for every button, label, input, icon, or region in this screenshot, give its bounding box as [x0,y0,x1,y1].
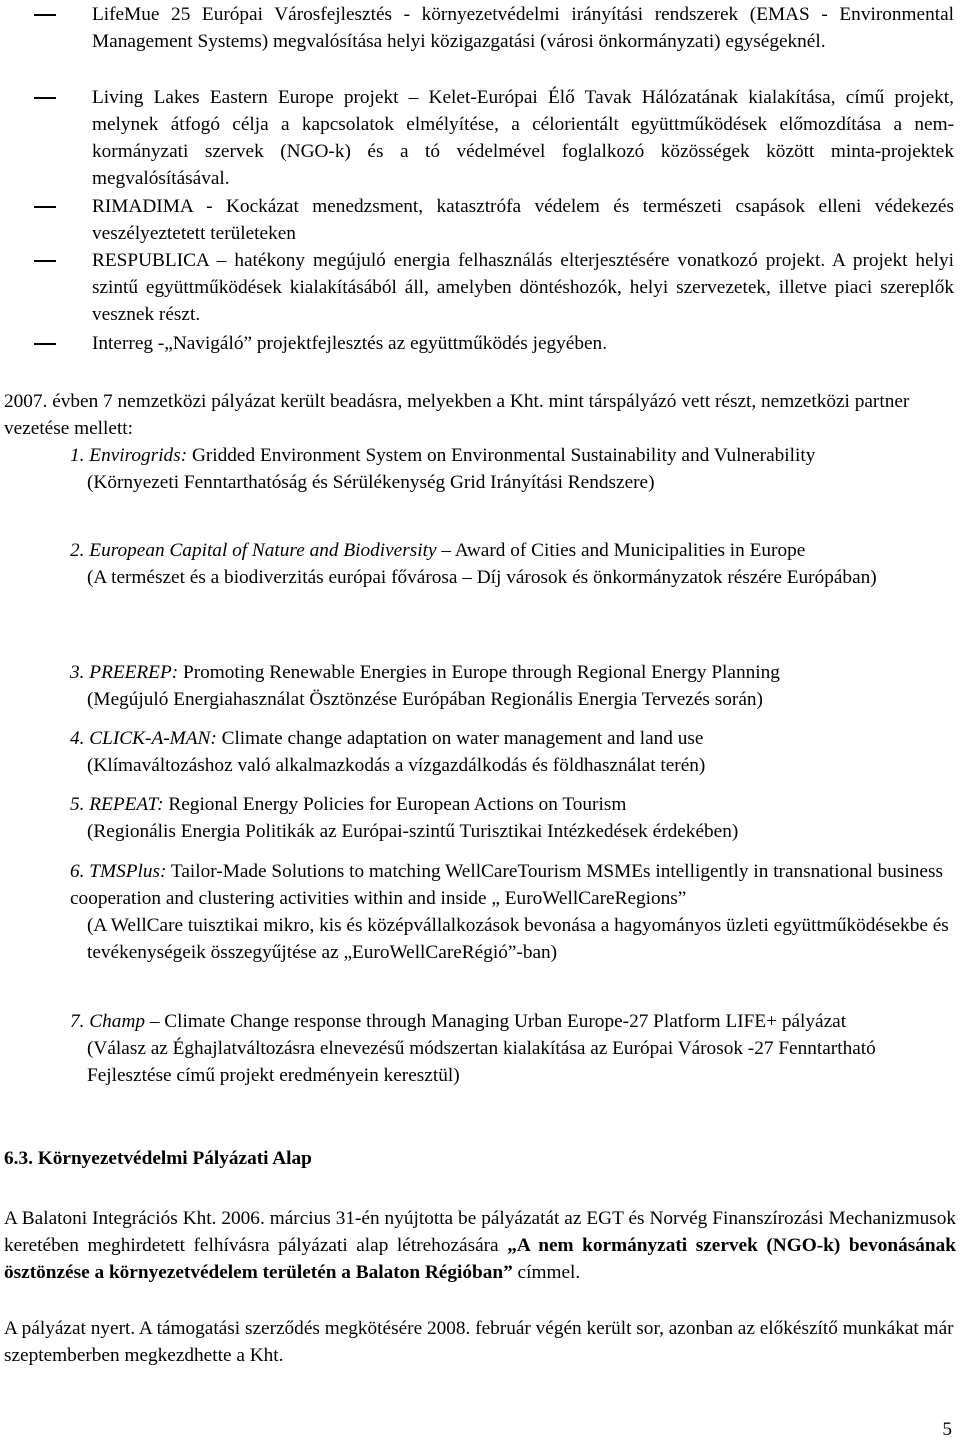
project-number: 4. [70,728,85,749]
project-entry [70,791,956,845]
bullet-item [0,247,960,329]
bullet-text: RIMADIMA - Kockázat menedzsment, katasztrófa védelem és természeti csapások elleni védekezés veszélyeztetett területeken [92,196,954,244]
bullet-text: Interreg -„Navigáló” projektfejlesztés az együttműködés jegyében. [92,333,608,354]
project-translation: (Válasz az Éghajlatváltozásra elnevezésű módszertan kialakítása az Európai Városok -27 Fenntartható Fejlesztése című projekt eredményein keresztül) [87,1038,876,1086]
project-entry [70,858,956,966]
bullet-item [0,1,960,83]
project-description: ‒ Climate Change response through Managing Urban Europe-27 Platform LIFE+ pályázat [145,1011,847,1032]
dash-bullet-icon [34,14,56,16]
body-paragraph [4,1205,956,1286]
dash-bullet-icon [34,97,56,99]
bullet-text: Living Lakes Eastern Europe projekt ‒ Kelet-Európai Élő Tavak Hálózatának kialakítása, című projekt, melynek átfogó célja a kapcsolatok elmélyítése, a célorientált együttműködések előmozdítása a nem-kormányzati szervek (NGO-k) és a tó védelmével foglalkozó közösségek között minta-projektek megvalósításával. [92,87,954,189]
paragraph-text-end: címmel. [512,1262,581,1283]
project-name: European Capital of Nature and Biodiversity [89,540,437,561]
project-translation: (Regionális Energia Politikák az Európai-szintű Turisztikai Intézkedések érdekében) [87,821,739,842]
project-name: REPEAT: [89,794,164,815]
project-description: Promoting Renewable Energies in Europe through Regional Energy Planning [178,662,780,683]
section-heading: 6.3. Környezetvédelmi Pályázati Alap [4,1148,312,1169]
project-name: Champ [89,1011,146,1032]
body-paragraph: A pályázat nyert. A támogatási szerződés megkötésére 2008. február végén került sor, azonban az előkészítő munkákat már szeptemberben megkezdhette a Kht. [4,1318,954,1366]
project-entry [70,442,956,496]
project-entry [70,537,956,591]
project-number: 5. [70,794,85,815]
project-entry [70,725,956,779]
project-name: TMSPlus: [89,861,167,882]
project-description: ‒ Award of Cities and Municipalities in Europe [436,540,806,561]
project-translation: (Klímaváltozáshoz való alkalmazkodás a vízgazdálkodás és földhasználat terén) [87,755,706,776]
bullet-text: RESPUBLICA ‒ hatékony megújuló energia felhasználás elterjesztésére vonatkozó projekt. A projekt helyi szintű együttműködések kialakításából áll, amelyben döntéshozók, helyi szervezetek, illetve piaci szereplők vesznek részt. [92,250,954,325]
project-translation: (Megújuló Energiahasználat Ösztönzése Európában Regionális Energia Tervezés során) [87,689,763,710]
dash-bullet-icon [34,206,56,208]
project-translation: (A természet és a biodiverzitás európai fővárosa ‒ Díj városok és önkormányzatok részére Európában) [87,567,877,588]
bullet-item [0,84,960,192]
dash-bullet-icon [34,260,56,262]
project-name: CLICK-A-MAN: [89,728,217,749]
project-entry [70,659,956,713]
paragraph-bold-title: „A nem kormányzati szervek (NGO-k) bevonásának ösztönzése a környezetvédelem területén a Balaton Régióban” [4,1235,956,1283]
project-description: Regional Energy Policies for European Actions on Tourism [163,794,627,815]
bullet-item [0,330,960,360]
project-bullet-list [0,1,960,360]
project-number: 3. [70,662,85,683]
project-entry [70,1008,956,1089]
project-translation: (Környezeti Fenntarthatóság és Sérülékenység Grid Irányítási Rendszere) [87,472,655,493]
project-number: 1. [70,445,85,466]
project-number: 6. [70,861,85,882]
project-description: Tailor-Made Solutions to matching WellCareTourism MSMEs intelligently in transnational business cooperation and clustering activities within and inside „ EuroWellCareRegions” [70,861,943,909]
bullet-text: LifeMue 25 Európai Városfejlesztés - környezetvédelmi irányítási rendszerek (EMAS - Environmental Management Systems) megvalósítása helyi közigazgatási (városi önkormányzati) egységeknél. [92,4,954,52]
paragraph-text: A Balatoni Integrációs Kht. 2006. március 31-én nyújtotta be pályázatát az EGT és Norvég Finanszírozási Mechanizmusok keretében meghirdetett felhívásra pályázati alap létrehozására [4,1208,956,1256]
dash-bullet-icon [34,343,56,345]
project-number: 2. [70,540,85,561]
project-description: Climate change adaptation on water management and land use [216,728,704,749]
project-name: PREEREP: [89,662,179,683]
project-description: Gridded Environment System on Environmental Sustainability and Vulnerability [187,445,816,466]
intro-paragraph: 2007. évben 7 nemzetközi pályázat került beadásra, melyekben a Kht. mint társpályázó vett részt, nemzetközi partner vezetése mellett: [4,391,910,439]
bullet-item [0,193,960,247]
project-name: Envirogrids: [89,445,188,466]
project-translation: (A WellCare tuisztikai mikro, kis és középvállalkozások bevonása a hagyományos üzleti együttműködésekbe és tevékenységeik összegyűjtése az „EuroWellCareRégió”-ban) [87,915,949,963]
page-number: 5 [942,1419,952,1440]
project-number: 7. [70,1011,85,1032]
